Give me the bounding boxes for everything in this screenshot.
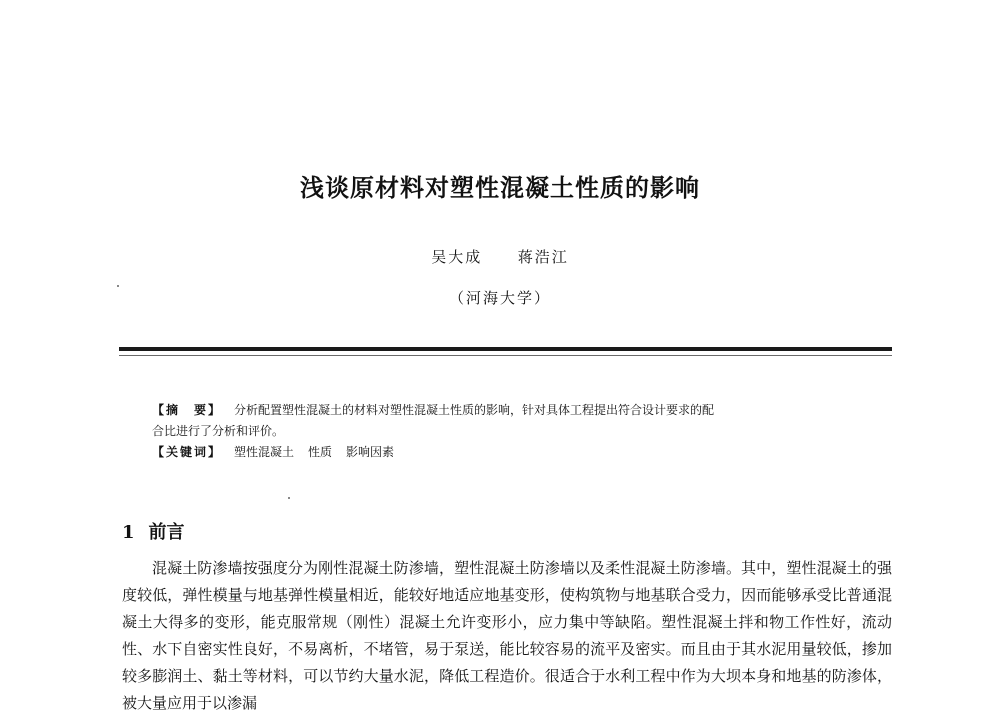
keywords-label: 【关键词】: [152, 445, 223, 459]
author-name: 吴大成: [431, 248, 483, 266]
abstract-text: 合比进行了分析和评价。: [152, 424, 285, 438]
section-title: 前言: [148, 522, 185, 543]
keyword: 影响因素: [346, 445, 395, 459]
scan-speck: [117, 285, 119, 287]
body-paragraph: 混凝土防渗墙按强度分为刚性混凝土防渗墙，塑性混凝土防渗墙以及柔性混凝土防渗墙。其中，塑性混凝土的强度较低，弹性模量与地基弹性模量相近，能较好地适应地基变形，使构筑物与地基联合受力，因而能够承受比普通混凝土大得多的变形，能克服常规（刚性）混凝土允许变形小，应力集中等缺陷。塑性混凝土拌和物工作性好，流动性、水下自密实性良好，不易离析，不堵管，易于泵送，能比较容易的流平及密实。而且由于其水泥用量较低，掺加较多膨润土、黏土等材料，可以节约大量水泥，降低工程造价。很适合于水利工程中作为大坝本身和地基的防渗体，被大量应用于以渗漏: [122, 559, 892, 712]
keyword: 塑性混凝土: [234, 445, 295, 459]
scan-speck: [288, 497, 290, 499]
header-rule-thick: [119, 347, 892, 351]
abstract-text: 分析配置塑性混凝土的材料对塑性混凝土性质的影响，针对具体工程提出符合设计要求的配: [234, 403, 715, 417]
section-heading: [122, 518, 185, 544]
abstract-line: [152, 421, 872, 442]
header-rule-thin: [119, 355, 892, 356]
section-number: 1: [122, 522, 135, 543]
keywords-line: [152, 442, 872, 463]
affiliation: （河海大学）: [448, 289, 551, 307]
author-name: 蒋浩江: [517, 248, 569, 266]
keyword: 性质: [308, 445, 333, 459]
abstract-line: [152, 400, 872, 421]
author-line: [0, 246, 1000, 267]
paper-title: 浅谈原材料对塑性混凝土性质的影响: [300, 174, 700, 202]
abstract-block: [152, 400, 872, 463]
abstract-label: 【摘 要】: [152, 403, 223, 417]
